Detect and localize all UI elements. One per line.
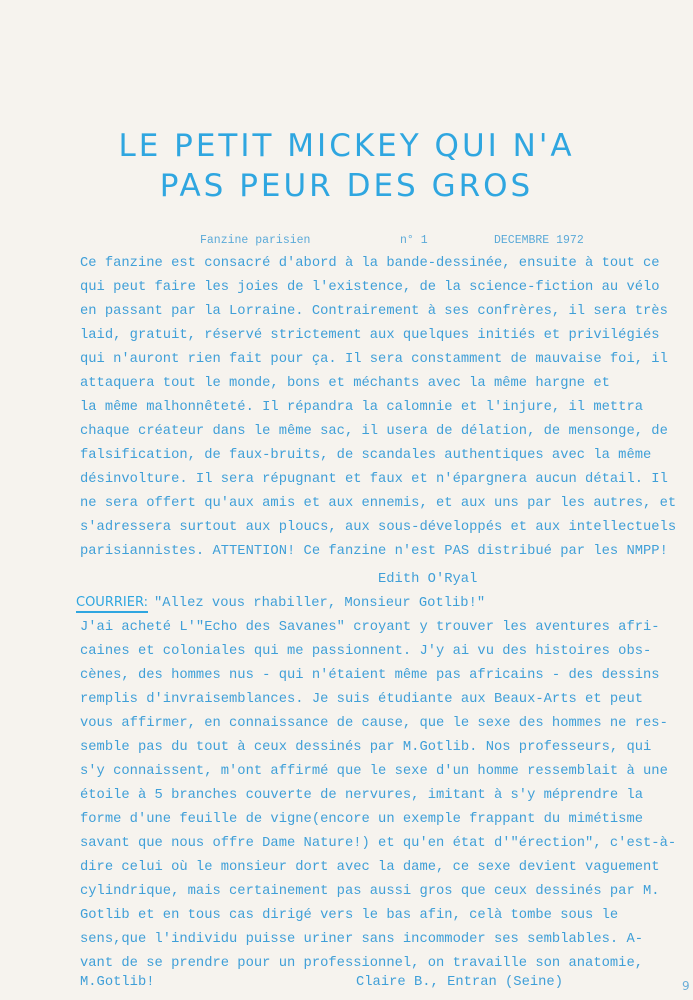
letter-line: savant que nous offre Dame Nature!) et qu'en état d'"érection", c'est-à- [80, 836, 677, 851]
letter-line: Gotlib et en tous cas dirigé vers le bas afin, celà tombe sous le [80, 908, 619, 923]
letter-line: dire celui où le monsieur dort avec la dame, ce sexe devient vaguement [80, 860, 660, 875]
letter-paragraph [80, 616, 677, 976]
letter-line: vant de se prendre pour un professionnel, on travaille son anatomie, [80, 956, 644, 971]
letter-line: étoile à 5 branches couverte de nervures, imitant à s'y méprendre la [80, 788, 644, 803]
letter-line: caines et coloniales qui me passionnent. J'y ai vu des histoires obs- [80, 644, 652, 659]
editorial-line: attaquera tout le monde, bons et méchants avec la même hargne et [80, 376, 610, 391]
editorial-line: Ce fanzine est consacré d'abord à la bande-dessinée, ensuite à tout ce [80, 256, 660, 271]
editorial-line: qui peut faire les joies de l'existence, de la science-fiction au vélo [80, 280, 660, 295]
editorial-line: qui n'auront rien fait pour ça. Il sera constamment de mauvaise foi, il [80, 352, 668, 367]
courrier-label: COURRIER: [76, 595, 148, 613]
editorial-line: laid, gratuit, réservé strictement aux quelques initiés et privilégiés [80, 328, 660, 343]
letter-line: sens,que l'individu puisse uriner sans incommoder ses semblables. A- [80, 932, 644, 947]
issue-date: DECEMBRE 1972 [494, 234, 584, 247]
letter-signature: Claire B., Entran (Seine) [356, 975, 563, 990]
title-line-2: PAS PEUR DES GROS [159, 168, 534, 204]
editorial-line: en passant par la Lorraine. Contrairement à ses confrères, il sera très [80, 304, 668, 319]
letter-line: semble pas du tout à ceux dessinés par M.Gotlib. Nos professeurs, qui [80, 740, 652, 755]
editorial-line: s'adressera surtout aux ploucs, aux sous-développés et aux intellectuels [80, 520, 677, 535]
editorial-line: chaque créateur dans le même sac, il usera de délation, de mensonge, de [80, 424, 668, 439]
editorial-line: la même malhonnêteté. Il répandra la calomnie et l'injure, il mettra [80, 400, 644, 415]
editorial-signature: Edith O'Ryal [378, 572, 478, 587]
letter-line: s'y connaissent, m'ont affirmé que le sexe d'un homme ressemblait à une [80, 764, 668, 779]
letter-closing: M.Gotlib! [80, 975, 155, 990]
editorial-paragraph [80, 252, 677, 564]
issue-number: n° 1 [400, 234, 428, 247]
letter-line: cylindrique, mais certainement pas aussi gros que ceux dessinés par M. [80, 884, 660, 899]
title-line-1: LE PETIT MICKEY QUI N'A [118, 128, 575, 164]
courrier-heading [76, 595, 485, 611]
letter-line: remplis d'invraisemblances. Je suis étudiante aux Beaux-Arts et peut [80, 692, 644, 707]
letter-line: vous affirmer, en connaissance de cause, que le sexe des hommes ne res- [80, 716, 668, 731]
letter-line: forme d'une feuille de vigne(encore un exemple frappant du mimétisme [80, 812, 644, 827]
letter-line: J'ai acheté L'"Echo des Savanes" croyant y trouver les aventures afri- [80, 620, 660, 635]
editorial-line: désinvolture. Il sera répugnant et faux et n'épargnera aucun détail. Il [80, 472, 668, 487]
fanzine-type: Fanzine parisien [200, 234, 311, 247]
letter-line: cènes, des hommes nus - qui n'étaient même pas africains - des dessins [80, 668, 660, 683]
editorial-line: ne sera offert qu'aux amis et aux ennemis, et aux uns par les autres, et [80, 496, 677, 511]
editorial-line: falsification, de faux-bruits, de scandales authentiques avec la même [80, 448, 652, 463]
editorial-line: parisiannistes. ATTENTION! Ce fanzine n'est PAS distribué par les NMPP! [80, 544, 668, 559]
courrier-title: "Allez vous rhabiller, Monsieur Gotlib!" [153, 596, 486, 611]
page-number: 9 [682, 979, 690, 993]
